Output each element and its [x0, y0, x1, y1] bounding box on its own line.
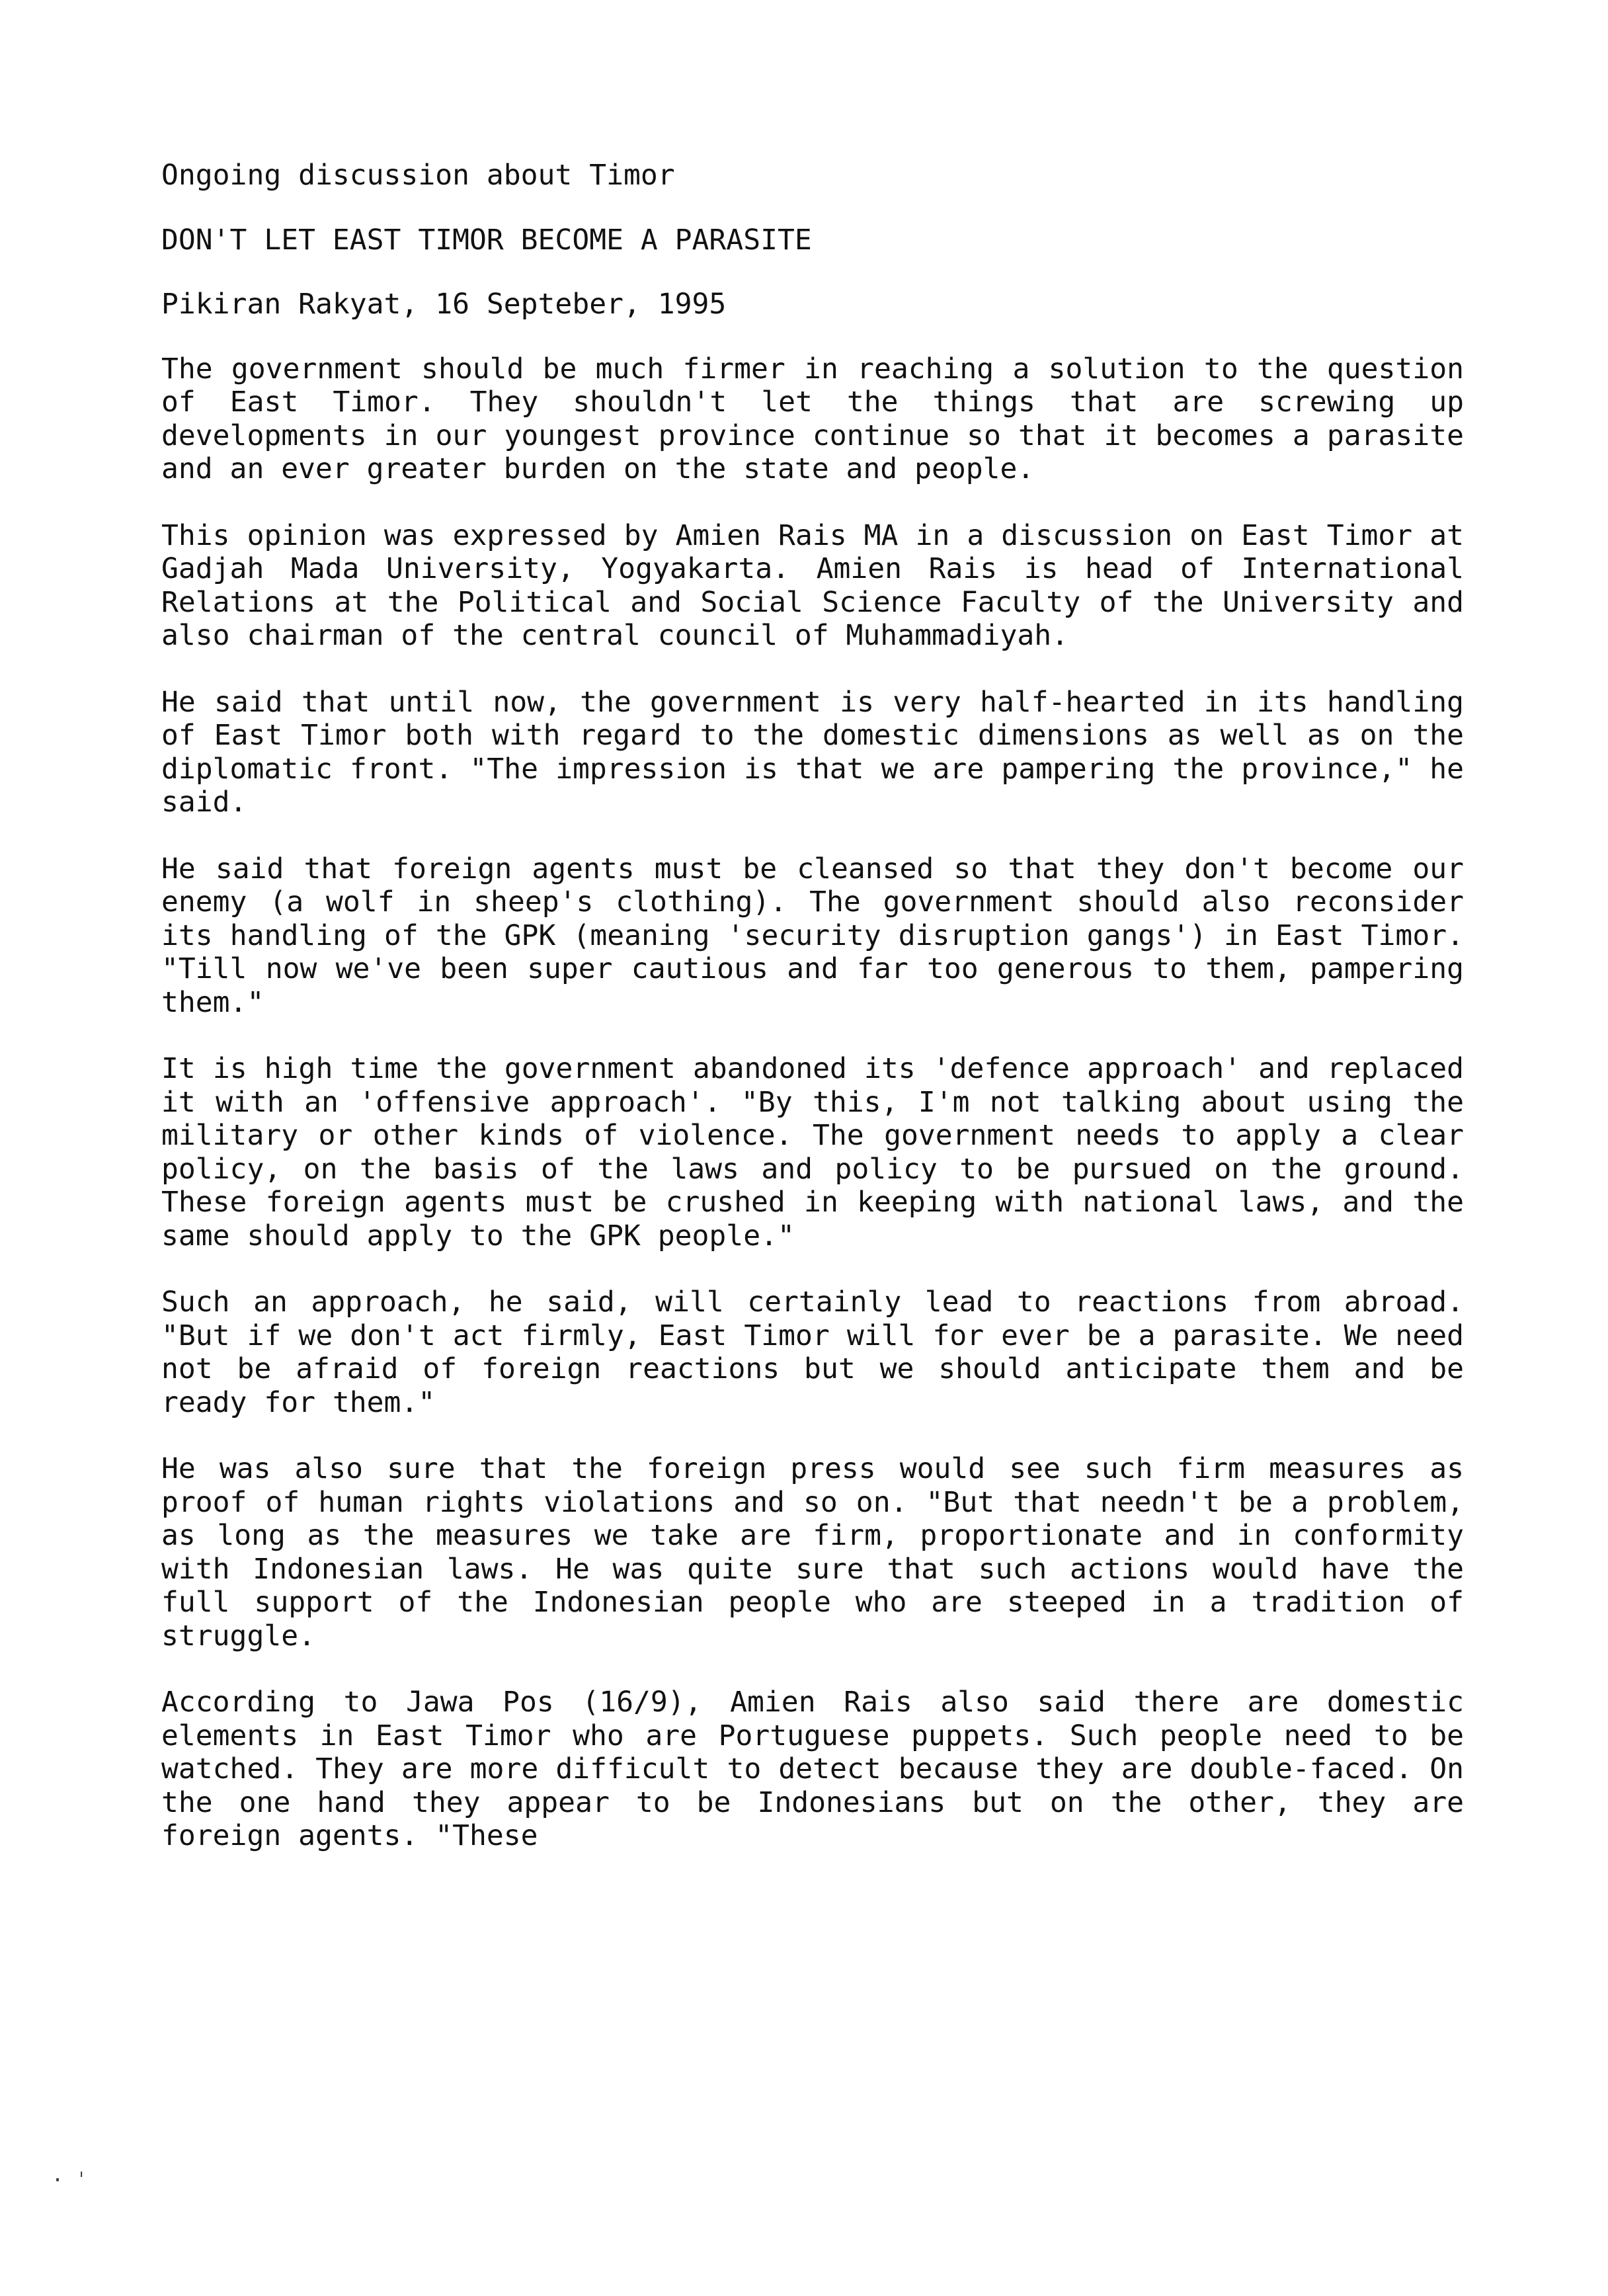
scan-speck-marks: · ˈ — [52, 2169, 88, 2192]
document-headline: DON'T LET EAST TIMOR BECOME A PARASITE — [161, 223, 812, 257]
paragraph: According to Jawa Pos (16/9), Amien Rais also said there are domestic elements in East Timor who are Portuguese puppets. Such people need to be watched. They are more difficult to detect because they are double-faced. On the one hand they appear to be Indonesians but on the other, they are foreign agents. "These — [161, 1686, 1464, 1852]
paragraph: It is high time the government abandoned its 'defence approach' and replaced it with an 'offensive approach'. "By this, I'm not talking about using the military or other kinds of violence. The government needs to apply a clear policy, on the basis of the laws and policy to be pursued on the ground. These foreign agents must be crushed in keeping with national laws, and the same should apply to the GPK people." — [161, 1052, 1464, 1252]
paragraph: The government should be much firmer in reaching a solution to the question of East Timor. They shouldn't let the things that are screwing up developments in our youngest province continue so that it becomes a parasite and an ever greater burden on the state and people. — [161, 352, 1464, 485]
document-page — [161, 159, 1464, 1886]
paragraph: He was also sure that the foreign press would see such firm measures as proof of human rights violations and so on. "But that needn't be a problem, as long as the measures we take are firm, proportionate and in conformity with Indonesian laws. He was quite sure that such actions would have the full support of the Indonesian people who are steeped in a tradition of struggle. — [161, 1452, 1464, 1653]
paragraph: Such an approach, he said, will certainly lead to reactions from abroad. "But if we don't act firmly, East Timor will for ever be a parasite. We need not be afraid of foreign reactions but we should anticipate them and be ready for them." — [161, 1286, 1464, 1419]
document-source: Pikiran Rakyat, 16 Septeber, 1995 — [161, 288, 727, 321]
paragraph: He said that until now, the government is very half-hearted in its handling of East Timor both with regard to the domestic dimensions as well as on the diplomatic front. "The impression is that we are pampering the province," he said. — [161, 685, 1464, 819]
paragraph: This opinion was expressed by Amien Rais MA in a discussion on East Timor at Gadjah Mada University, Yogyakarta. Amien Rais is head of International Relations at the Political and Social Science Faculty of the University and also chairman of the central council of Muhammadiyah. — [161, 518, 1464, 652]
document-kicker: Ongoing discussion about Timor — [161, 159, 675, 192]
paragraph: He said that foreign agents must be cleansed so that they don't become our enemy (a wolf in sheep's clothing). The government should also reconsider its handling of the GPK (meaning 'security disruption gangs') in East Timor. "Till now we've been super cautious and far too generous to them, pampering them." — [161, 852, 1464, 1019]
